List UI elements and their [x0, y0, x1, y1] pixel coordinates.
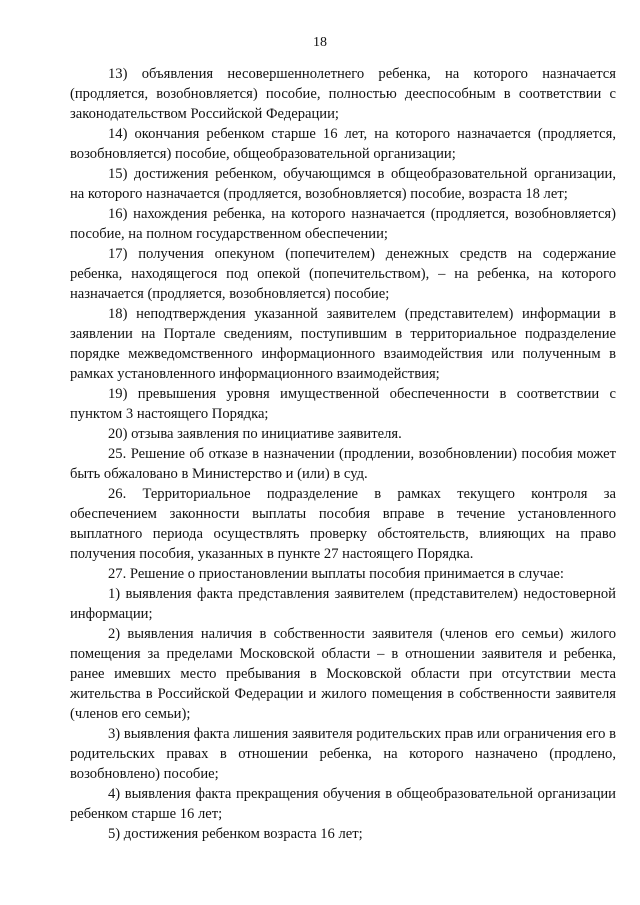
paragraph-item-18: 18) неподтверждения указанной заявителем (представителем) информации в заявлении на Портале сведениям, поступившим в территориальное подразделение порядке межведомственного информационного взаимодействия или полученным в рамках установленного информационного взаимодействия;: [70, 306, 616, 382]
paragraph-item-16: 16) нахождения ребенка, на которого назначается (продляется, возобновляется) пособие, на полном государственном обеспечении;: [70, 206, 616, 242]
paragraph-item-19: 19) превышения уровня имущественной обеспеченности в соответствии с пунктом 3 настоящего Порядка;: [70, 386, 616, 422]
paragraph-subitem-5: 5) достижения ребенком возраста 16 лет;: [108, 826, 363, 842]
page-number: 18: [313, 35, 327, 50]
paragraph-subitem-2: 2) выявления наличия в собственности заявителя (членов его семьи) жилого помещения за пределами Московской области – в отношении заявителя и ребенка, ранее имевших место пребывания в Московской области при отсутствии места жительства в Российской Федерации и жилого помещения в собственности заявителя (членов его семьи);: [70, 626, 616, 722]
paragraph-item-17: 17) получения опекуном (попечителем) денежных средств на содержание ребенка, находящегося под опекой (попечительством), – на ребенка, на которого назначается (продляется, возобновляется) пособие;: [70, 246, 616, 302]
paragraph-subitem-1: 1) выявления факта представления заявителем (представителем) недостоверной информации;: [70, 586, 616, 622]
paragraph-subitem-4: 4) выявления факта прекращения обучения в общеобразовательной организации ребенком старше 16 лет;: [70, 786, 616, 822]
document-body: [70, 64, 616, 844]
paragraph-item-15: 15) достижения ребенком, обучающимся в общеобразовательной организации, на которого назначается (продляется, возобновляется) пособие, возраста 18 лет;: [70, 166, 616, 202]
paragraph-item-20: 20) отзыва заявления по инициативе заявителя.: [108, 426, 402, 442]
paragraph-clause-26: 26. Территориальное подразделение в рамках текущего контроля за обеспечением законности выплаты пособия вправе в течение установленного выплатного периода осуществлять проверку обстоятельств, влияющих на право получения пособия, указанных в пункте 27 настоящего Порядка.: [70, 486, 616, 562]
paragraph-subitem-3: 3) выявления факта лишения заявителя родительских прав или ограничения его в родительских правах в отношении ребенка, на которого назначено (продлено, возобновлено) пособие;: [70, 726, 616, 782]
paragraph-item-13: 13) объявления несовершеннолетнего ребенка, на которого назначается (продляется, возобновляется) пособие, полностью дееспособным в соответствии с законодательством Российской Федерации;: [70, 66, 616, 122]
paragraph-clause-27: 27. Решение о приостановлении выплаты пособия принимается в случае:: [108, 566, 564, 582]
paragraph-item-14: 14) окончания ребенком старше 16 лет, на которого назначается (продляется, возобновляется) пособие, общеобразовательной организации;: [70, 126, 616, 162]
paragraph-clause-25: 25. Решение об отказе в назначении (продлении, возобновлении) пособия может быть обжаловано в Министерство и (или) в суд.: [70, 446, 616, 482]
